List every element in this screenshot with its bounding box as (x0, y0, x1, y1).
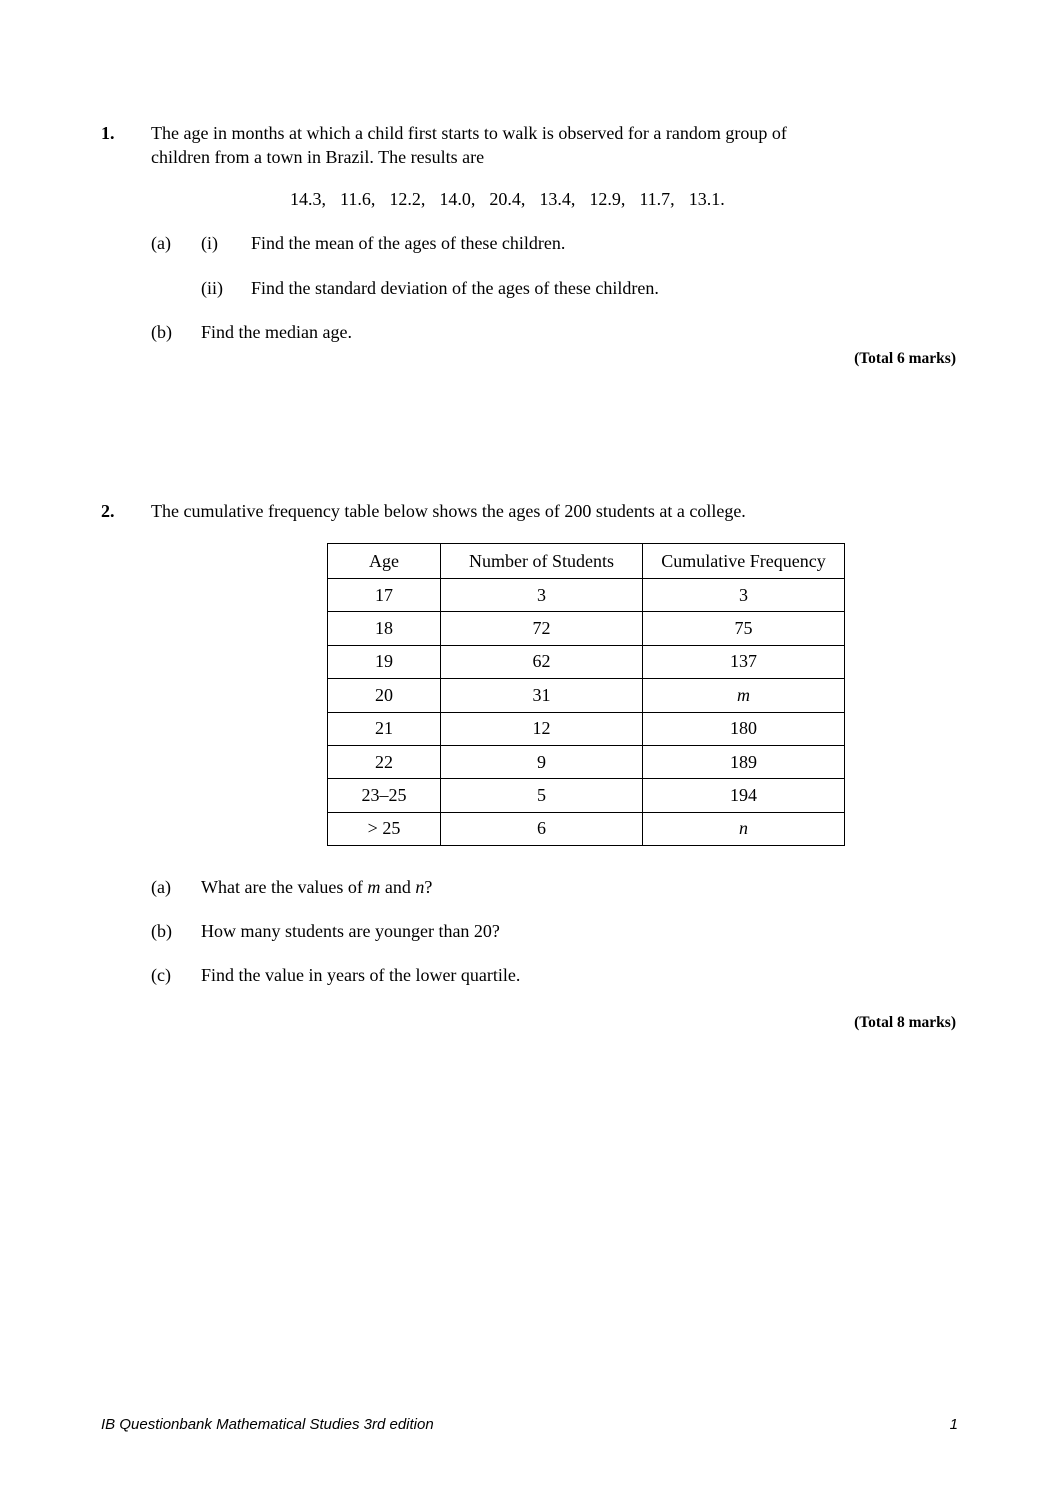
question-1-number: 1. (101, 123, 115, 143)
question-1-stem-line2: children from a town in Brazil. The results are (151, 147, 485, 167)
cell-number: 12 (441, 712, 643, 745)
question-2-part-c-text: Find the value in years of the lower quartile. (201, 965, 521, 985)
question-2-part-a-text (201, 877, 432, 898)
table-row (328, 679, 845, 712)
question-1-part-a-ii-text: Find the standard deviation of the ages of these children. (251, 278, 659, 298)
cell-cumulative: m (643, 679, 845, 712)
cell-cumulative: 189 (643, 745, 845, 778)
data-value: 11.7, (639, 189, 675, 209)
cell-number: 9 (441, 745, 643, 778)
cell-age: 20 (328, 679, 441, 712)
question-1-stem-line1: The age in months at which a child first starts to walk is observed for a random group of (151, 123, 787, 143)
question-2-total-marks: (Total 8 marks) (854, 1014, 956, 1031)
question-1-part-b-text: Find the median age. (201, 322, 352, 342)
table-row (328, 812, 845, 845)
question-1-total-marks: (Total 6 marks) (854, 350, 956, 367)
data-value: 13.1. (688, 189, 725, 209)
cell-cumulative: 75 (643, 612, 845, 645)
table-header-row (328, 544, 845, 579)
data-value: 11.6, (340, 189, 376, 209)
cell-number: 3 (441, 579, 643, 612)
data-value: 14.3, (290, 189, 326, 209)
table-row (328, 779, 845, 812)
cumulative-frequency-table (327, 543, 845, 846)
cell-number: 31 (441, 679, 643, 712)
part-a-text-mid: and (380, 877, 416, 897)
question-1-part-a-ii-label: (ii) (201, 278, 223, 298)
header-age: Age (328, 544, 441, 579)
table-row (328, 712, 845, 745)
table-row (328, 612, 845, 645)
question-1-part-a-label: (a) (151, 233, 171, 253)
footer-page-number: 1 (949, 1416, 958, 1433)
header-cumulative-frequency: Cumulative Frequency (643, 544, 845, 579)
question-2-part-a-label: (a) (151, 877, 171, 897)
question-1-part-b-label: (b) (151, 322, 172, 342)
question-1-part-a-i-text: Find the mean of the ages of these children. (251, 233, 566, 253)
cell-age: 22 (328, 745, 441, 778)
cell-number: 5 (441, 779, 643, 812)
data-value: 13.4, (539, 189, 576, 209)
cell-age: > 25 (328, 812, 441, 845)
footer-title: IB Questionbank Mathematical Studies 3rd edition (101, 1416, 434, 1433)
question-2-part-c-label: (c) (151, 965, 171, 985)
question-1-part-a-i-label: (i) (201, 233, 218, 253)
variable-n: n (415, 877, 425, 897)
table-row (328, 745, 845, 778)
part-a-text-pre: What are the values of (201, 877, 368, 897)
data-value: 20.4, (489, 189, 526, 209)
question-2-number: 2. (101, 501, 115, 521)
header-number-of-students: Number of Students (441, 544, 643, 579)
cell-number: 6 (441, 812, 643, 845)
cell-age: 19 (328, 645, 441, 678)
question-1-data-values (290, 189, 739, 210)
cell-age: 18 (328, 612, 441, 645)
cell-age: 17 (328, 579, 441, 612)
cell-cumulative: 3 (643, 579, 845, 612)
cell-cumulative: 194 (643, 779, 845, 812)
cell-number: 72 (441, 612, 643, 645)
question-2-stem: The cumulative frequency table below shows the ages of 200 students at a college. (151, 501, 746, 521)
cell-number: 62 (441, 645, 643, 678)
data-value: 14.0, (439, 189, 476, 209)
cell-cumulative: 180 (643, 712, 845, 745)
table-row (328, 645, 845, 678)
table-row (328, 579, 845, 612)
data-value: 12.9, (589, 189, 626, 209)
cell-cumulative: n (643, 812, 845, 845)
question-2-part-b-label: (b) (151, 921, 172, 941)
cell-age: 23–25 (328, 779, 441, 812)
cell-age: 21 (328, 712, 441, 745)
data-value: 12.2, (389, 189, 426, 209)
variable-m: m (367, 877, 381, 897)
cell-cumulative: 137 (643, 645, 845, 678)
question-2-part-b-text: How many students are younger than 20? (201, 921, 500, 941)
part-a-text-post: ? (424, 877, 433, 897)
